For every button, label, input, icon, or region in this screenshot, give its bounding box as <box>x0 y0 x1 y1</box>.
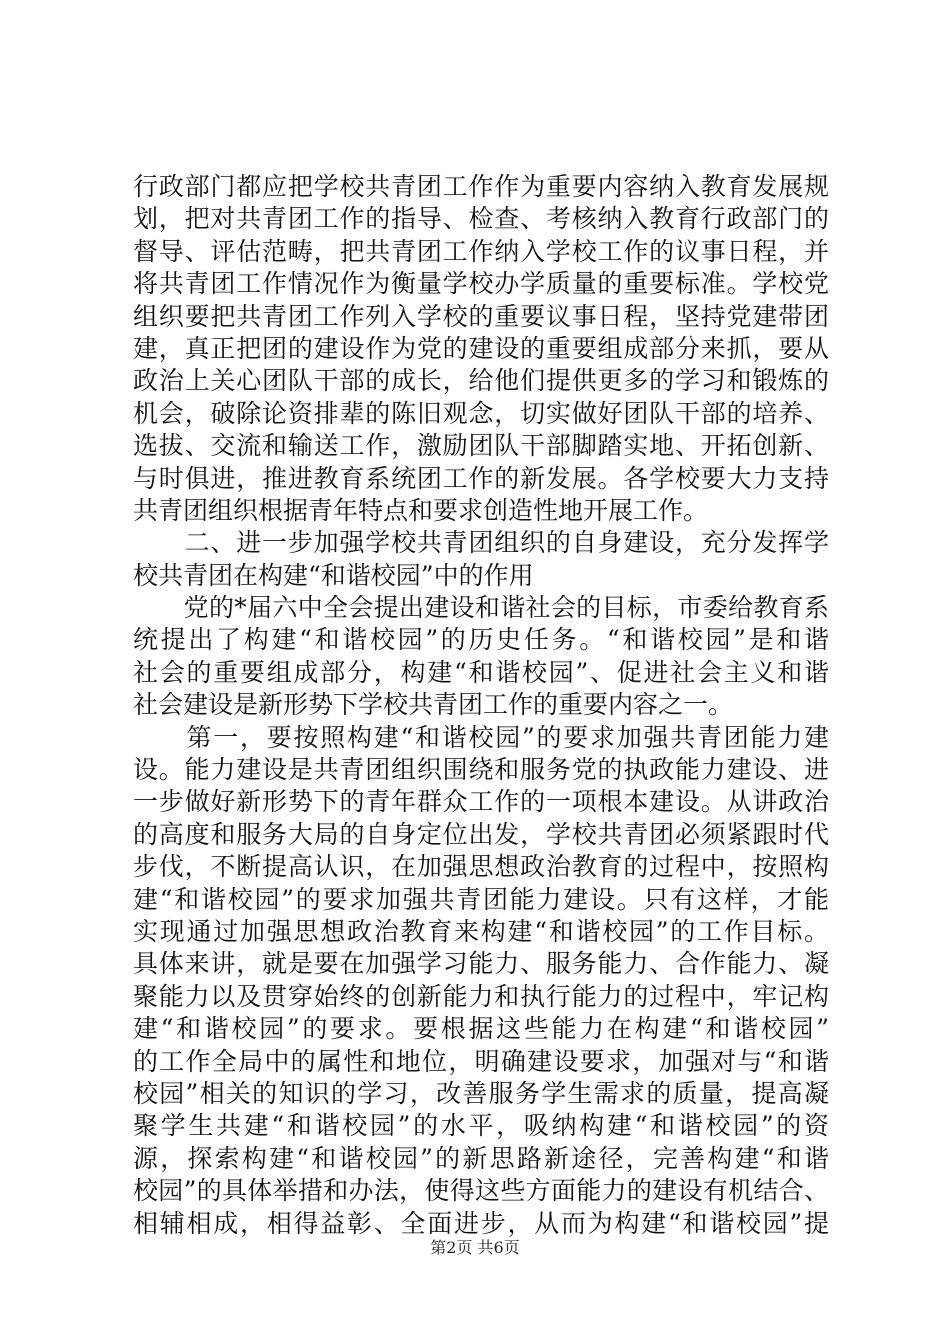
text-line: 校园”相关的知识的学习，改善服务学生需求的质量，提高凝 <box>133 1078 829 1108</box>
text-line: 实现通过加强思想政治教育来构建“和谐校园”的工作目标。 <box>133 916 829 946</box>
text-line: 选拔、交流和输送工作，激励团队干部脚踏实地、开拓创新、 <box>133 431 829 461</box>
text-line: 相辅相成，相得益彰、全面进步，从而为构建“和谐校园”提 <box>133 1208 829 1238</box>
text-line: 校共青团在构建“和谐校园”中的作用 <box>133 560 534 590</box>
text-line: 聚能力以及贯穿始终的创新能力和执行能力的过程中，牢记构 <box>133 981 829 1011</box>
text-line: 社会建设是新形势下学校共青团工作的重要内容之一。 <box>133 690 734 720</box>
text-line: 的高度和服务大局的自身定位出发，学校共青团必须紧跟时代 <box>133 819 829 849</box>
text-line: 步伐，不断提高认识，在加强思想政治教育的过程中，按照构 <box>133 852 829 882</box>
text-line: 政治上关心团队干部的成长，给他们提供更多的学习和锻炼的 <box>133 366 829 396</box>
text-line: 建“和谐校园”的要求加强共青团能力建设。只有这样，才能 <box>133 884 829 914</box>
page-number-footer: 第2页 共6页 <box>430 1238 520 1257</box>
text-line: 建“和谐校园”的要求。要根据这些能力在构建“和谐校园” <box>133 1014 829 1044</box>
text-line: 社会的重要组成部分，构建“和谐校园”、促进社会主义和谐 <box>133 657 829 687</box>
text-line: 机会，破除论资排辈的陈旧观念，切实做好团队干部的培养、 <box>133 398 829 428</box>
text-line: 划，把对共青团工作的指导、检查、考核纳入教育行政部门的 <box>133 204 829 234</box>
text-line: 源，探索构建“和谐校园”的新思路新途径，完善构建“和谐 <box>133 1143 829 1173</box>
document-body <box>133 171 829 1240</box>
text-line: 与时俱进，推进教育系统团工作的新发展。各学校要大力支持 <box>133 463 829 493</box>
text-line: 聚学生共建“和谐校园”的水平，吸纳构建“和谐校园”的资 <box>133 1111 829 1141</box>
text-line: 共青团组织根据青年特点和要求创造性地开展工作。 <box>133 495 709 525</box>
text-line: 具体来讲，就是要在加强学习能力、服务能力、合作能力、凝 <box>133 949 829 979</box>
text-line: 组织要把共青团工作列入学校的重要议事日程，坚持党建带团 <box>133 301 829 331</box>
text-line: 第一，要按照构建“和谐校园”的要求加强共青团能力建 <box>133 722 829 752</box>
text-line: 行政部门都应把学校共青团工作作为重要内容纳入教育发展规 <box>133 172 829 201</box>
text-line: 校园”的具体举措和办法，使得这些方面能力的建设有机结合、 <box>133 1176 829 1206</box>
text-line: 党的*届六中全会提出建设和谐社会的目标，市委给教育系 <box>133 593 829 623</box>
text-line: 的工作全局中的属性和地位，明确建设要求，加强对与“和谐 <box>133 1046 829 1076</box>
text-line: 督导、评估范畴，把共青团工作纳入学校工作的议事日程，并 <box>133 236 829 266</box>
text-line: 建，真正把团的建设作为党的建设的重要组成部分来抓，要从 <box>133 333 829 363</box>
text-line: 将共青团工作情况作为衡量学校办学质量的重要标准。学校党 <box>133 269 829 299</box>
text-line: 一步做好新形势下的青年群众工作的一项根本建设。从讲政治 <box>133 787 829 817</box>
text-line: 二、进一步加强学校共青团组织的自身建设，充分发挥学 <box>133 528 829 558</box>
text-line: 统提出了构建“和谐校园”的历史任务。“和谐校园”是和谐 <box>133 625 829 655</box>
text-line: 设。能力建设是共青团组织围绕和服务党的执政能力建设、进 <box>133 755 829 785</box>
